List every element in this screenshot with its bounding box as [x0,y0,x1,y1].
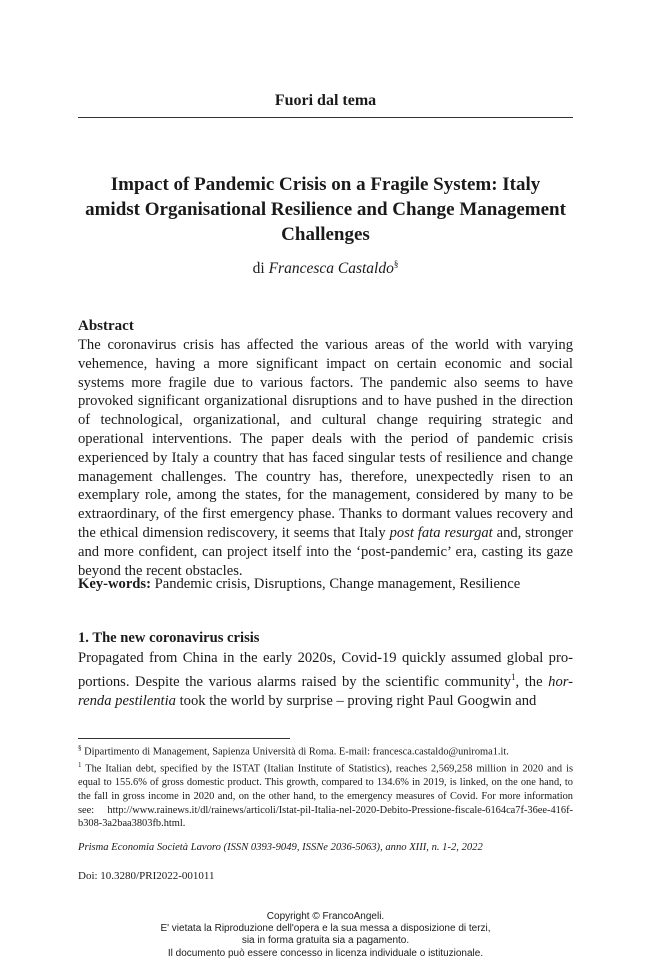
copyright-line: sia in forma gratuita sia a pagamento. [241,935,410,947]
body-text-part: Propagated from China in the early 2020s, Covid-19 quickly assumed global pro-portions. Despite the various alarms raised by the scientific community [78,650,573,690]
author-name: Francesca Castaldo [268,260,394,278]
section-heading: 1. The new coronavirus crisis [78,630,260,646]
byline-prefix: di [252,260,269,278]
abstract-text [78,336,573,580]
footnote-ref[interactable]: 1 [511,672,516,682]
copyright-line: E' vietata la Riproduzione dell'opera e la sua messa a disposizione di terzi, [160,923,491,935]
title-line: amidst Organisational Resilience and Change Management [85,199,566,220]
abstract-heading: Abstract [78,318,134,334]
abstract-text-part: and, stronger and more confident, can project itself into the ‘post-pandemic’ era, casting its gaze beyond the recent obstacles. [78,524,573,579]
abstract-latin-phrase: post fata resurgat [389,524,493,541]
byline [78,259,573,278]
abstract-text-part: The coronavirus crisis has affected the various areas of the world with varying vehemence, having a more significant impact on certain economic and social systems more fragile due to various factors. The pandemic also seems to have provoked significant organizational disruptions and to have pushed in the direction of technological, organizational, and cultural change requiring strategic and operational interventions. The paper deals with the period of pandemic crisis experienced by Italy a country that has faced singular tests of resilience and change management challenges. The country has, therefore, unexpectedly risen to an exemplary role, among the states, for the management, considered by many to be extraordinary, of the first emergency phase. Thanks to dormant values recovery and the ethical dimension rediscovery, it seems that Italy [78,337,573,541]
footnote-mark: § [78,744,82,752]
footnote-mark: 1 [78,761,82,770]
author-footnote-mark: § [393,259,399,269]
title-line: Impact of Pandemic Crisis on a Fragile System: Italy [110,174,541,195]
doi[interactable]: Doi: 10.3280/PRI2022-001011 [78,870,215,882]
body-latin-phrase: hor-renda pestilentia [78,673,573,709]
journal-citation: Prisma Economia Società Lavoro (ISSN 0393-9049, ISSNe 2036-5063), anno XIII, n. 1-2, 2022 [78,842,483,853]
footnote-text: The Italian debt, specified by the ISTAT (Italian Institute of Statistics), reaches 2,569,258 million in 2020 and is equal to 155.6% of gross domestic product. This growth, compared to 134.6% in 2019, is linked, on the one hand, to the fall in gross income in 2020 and, on the other hand, to the emergency measures of Covid. For more information see: http://www.rainews.it/dl/rainews/articoli/Istat-pil-Italia-nel-2020-Debito-Pressione-fiscale-6164ca7f-36ee-416f-b308-3a2baa3803fb.html. [78,763,573,830]
footnote-divider [78,738,290,739]
body-text-part: , the [515,673,549,690]
paper-title [78,172,573,247]
title-line: Challenges [281,224,370,245]
copyright-line: Il documento può essere concesso in licenza individuale o istituzionale. [167,947,484,959]
copyright-line: Copyright © FrancoAngeli. [266,911,385,922]
footnote-author [78,742,573,759]
footnotes [78,742,573,831]
section-divider [78,117,573,118]
section-label: Fuori dal tema [274,92,377,109]
section-body [78,649,573,711]
keywords-label: Key-words: [78,576,151,592]
body-text-part: took the world by surprise – proving right Paul Googwin and [175,692,537,709]
keywords [78,575,573,593]
copyright-notice [78,911,573,960]
footnote-1 [78,759,573,831]
keywords-list: Pandemic crisis, Disruptions, Change management, Resilience [150,576,521,592]
footnote-text: Dipartimento di Management, Sapienza Università di Roma. E-mail: francesca.castaldo@uniroma1.it. [81,746,509,758]
